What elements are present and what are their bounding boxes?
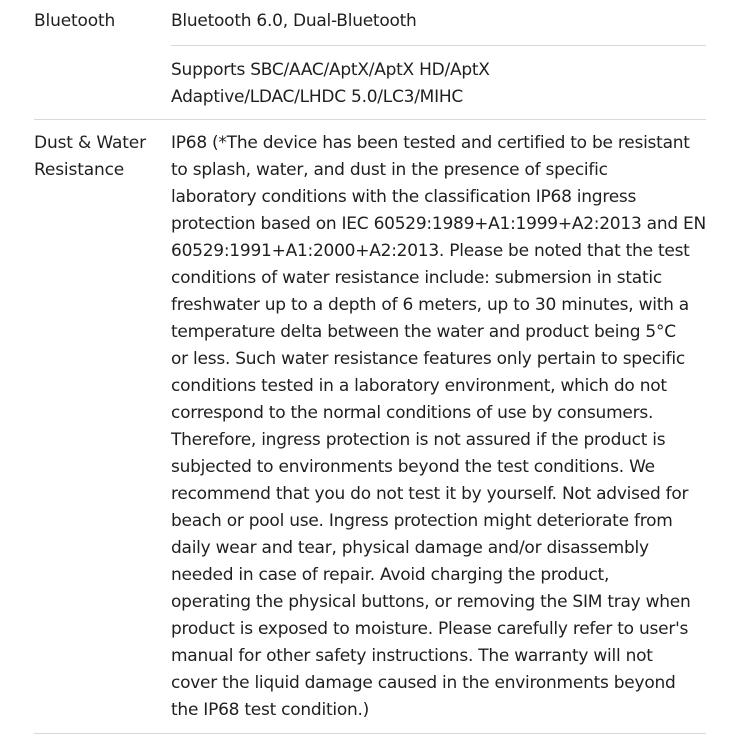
spec-value-line: Supports SBC/AAC/AptX/AptX HD/AptX — [171, 60, 490, 80]
spec-value-line: Therefore, ingress protection is not assured if the product is — [171, 430, 666, 450]
spec-value-line: daily wear and tear, physical damage and/or disassembly — [171, 538, 649, 558]
spec-label-bluetooth: Bluetooth — [34, 11, 116, 31]
spec-value-line: protection based on IEC 60529:1989+A1:1999+A2:2013 and EN — [171, 214, 707, 234]
spec-label-dust-water — [34, 130, 159, 184]
spec-value-bluetooth-version: Bluetooth 6.0, Dual-Bluetooth — [171, 11, 417, 31]
spec-value-dust-water — [171, 130, 711, 724]
spec-value-bluetooth-codecs — [171, 57, 711, 111]
spec-value-line: manual for other safety instructions. The warranty will not — [171, 646, 653, 666]
section-divider — [34, 119, 706, 120]
section-divider — [34, 733, 706, 734]
spec-label-line: Dust & Water — [34, 133, 146, 153]
spec-value-line: recommend that you do not test it by yourself. Not advised for — [171, 484, 689, 504]
spec-value-line: laboratory conditions with the classification IP68 ingress — [171, 187, 637, 207]
spec-value-line: needed in case of repair. Avoid charging the product, — [171, 565, 610, 585]
spec-value-line: freshwater up to a depth of 6 meters, up to 30 minutes, with a — [171, 295, 689, 315]
spec-value-line: subjected to environments beyond the test conditions. We — [171, 457, 655, 477]
spec-value-line: 60529:1991+A1:2000+A2:2013. Please be noted that the test — [171, 241, 690, 261]
spec-label-line: Resistance — [34, 160, 125, 180]
spec-value-line: to splash, water, and dust in the presence of specific — [171, 160, 608, 180]
spec-value-line: or less. Such water resistance features only pertain to specific — [171, 349, 685, 369]
spec-value-line: operating the physical buttons, or removing the SIM tray when — [171, 592, 691, 612]
spec-value-line: the IP68 test condition.) — [171, 700, 370, 720]
spec-value-line: conditions tested in a laboratory environment, which do not — [171, 376, 667, 396]
spec-value-line: Adaptive/LDAC/LHDC 5.0/LC3/MIHC — [171, 87, 464, 107]
spec-value-line: temperature delta between the water and product being 5°C — [171, 322, 676, 342]
row-divider — [171, 45, 706, 46]
spec-value-line: conditions of water resistance include: submersion in static — [171, 268, 662, 288]
spec-value-line: product is exposed to moisture. Please carefully refer to user's — [171, 619, 689, 639]
spec-value-line: correspond to the normal conditions of use by consumers. — [171, 403, 654, 423]
spec-value-line: IP68 (*The device has been tested and certified to be resistant — [171, 133, 690, 153]
spec-value-line: beach or pool use. Ingress protection might deteriorate from — [171, 511, 673, 531]
spec-value-line: cover the liquid damage caused in the environments beyond — [171, 673, 676, 693]
